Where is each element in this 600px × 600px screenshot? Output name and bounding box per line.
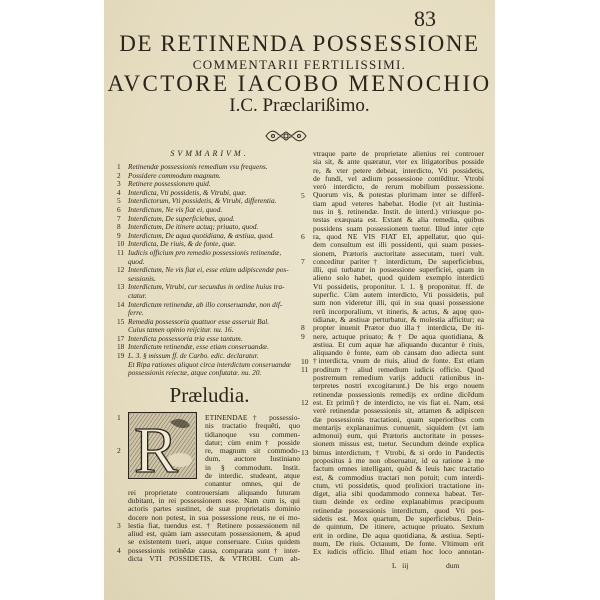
text-line: rei proprietate controuersiam aliquando futuram (128, 488, 300, 497)
text-line: terpretes nostri excogitarunt.) De his ergo nouem (313, 382, 484, 391)
text-line: aliquando è fonte, eam ob causam duo adiecta sunt (313, 349, 484, 358)
author-honorific: I.C. Præclarißimo. (229, 95, 370, 116)
summary-item-text: Interdictum, Vtrubi, cur secundus in ordine huius tra- (128, 282, 285, 292)
text-line: possidens suam possessionem tuetur. Illud inter cęte (313, 224, 484, 233)
text-line: mentarijs explanauimus conuenit, siquidem (vt iam (313, 423, 484, 432)
margin-note-number: 7 (301, 256, 305, 266)
summary-item-number: 6 (117, 204, 121, 214)
summary-item-number: 15 (117, 316, 125, 326)
text-line: erit in ordine, De aqua quotidiana, & æstiua. Septi- (313, 531, 484, 540)
text-line: in § commodum. Instit. (205, 463, 300, 472)
text-line: ra, quod NE VIS FIAT EI, appellatur, quo qui- (313, 232, 484, 241)
summary-item-text: L. 3. § missum ff. de Carbo. edic. declaratur. (128, 351, 259, 361)
summary-item-text: Iudicis officium pro remedio possessionis retinendæ, (128, 247, 282, 257)
text-line: conceditur pariter† interdictum, De superficiebus, (313, 257, 484, 266)
summary-item (117, 301, 303, 318)
summary-item (117, 249, 303, 266)
text-line: sionem, Prætoris auctoritate assecutam, tueri vult. (313, 249, 484, 258)
text-line: retinendæ possessionis interdictum, quod Vti pos- (313, 506, 484, 515)
text-line: docere non potest, in sua possessione reus, ne ei mo- (128, 513, 300, 522)
text-line: vtraque parte de proprietate alienius rei controuer (313, 150, 484, 158)
text-line: est, & commodius tractari non potuit; cum interdi- (313, 473, 484, 482)
section-heading-praeludia: Præludia. (169, 383, 250, 407)
summary-item-text: Interdicta possessoria tria esse tantum. (128, 333, 243, 343)
drop-cap-letter: R (133, 414, 179, 479)
margin-note-number: 4 (117, 545, 121, 555)
text-line: Vti possidetis, proponitur. l. 1. § proponitur. ff. de (313, 282, 484, 291)
summary-item-text: Interdictum retinendæ, ab illo conseruandæ, non dif- (128, 299, 283, 309)
margin-note-number: 10 (301, 356, 309, 366)
text-line: testas exæquata est. Extant & alia remedia, quibus (313, 216, 484, 225)
text-line: de quintum, De itinere, actuque priuato. Sextum (313, 523, 484, 532)
body-text-right-column (313, 150, 484, 557)
summary-item-number: 18 (117, 342, 125, 352)
summary-item (117, 283, 303, 300)
summary-item-text: Interdicta, De riuis, & de fonte, quæ. (128, 239, 236, 249)
margin-note-number: 6 (301, 232, 305, 241)
summary-item (117, 318, 303, 335)
text-line: Quorum vis, & potestas plurimam inter se differē- (313, 191, 484, 200)
text-line: datur; cùm enim† posside (205, 438, 300, 447)
summary-item-text: Interdictum, De superficiebus, quod. (128, 213, 235, 223)
summary-item-number: 3 (117, 179, 121, 189)
text-line: Ex iudicis officio. Illud etiam hoc loco annotan- (313, 548, 484, 557)
text-line: possessionis retinēdæ causa, comparata sunt † inter- (128, 546, 300, 555)
text-line: †interdicta, vnum de riuis, aliud de fonte. Est etiam (313, 357, 484, 366)
summary-item-number: 19 (117, 351, 125, 361)
printer-ornament-icon (264, 129, 308, 143)
summary-item-number: 11 (117, 247, 125, 257)
summary-item (117, 266, 303, 283)
signature-mark: L iij (392, 561, 409, 570)
text-line: ETINENDAE† possessio- (205, 414, 300, 422)
text-line: de interdic. studeant, atque (205, 472, 300, 481)
text-line: sia sit, & ante quæratur, vter ex litigatoribus posside (313, 158, 484, 167)
text-line: ctum, vti possidetis, quod prolixiori tractatione in- (313, 481, 484, 490)
text-line: se existentem tueri, atque conseruare. Cuius quidem (128, 538, 300, 547)
summary-item-continuation: ferre. (128, 308, 144, 318)
text-line: aliud est, quàm iam assecutam possessionem, & apud (128, 530, 300, 539)
text-line: sionem missus est, tuetur. Secundum deinde explica (313, 440, 484, 449)
summary-item-text: Remedia possessoria quattuor esse asseruit Bal. (128, 316, 270, 326)
text-line: diget, alia sibi quodammodo connexa habeat. Ter- (313, 490, 484, 499)
text-line: conantur omnes, qui de (205, 480, 300, 489)
summary-item-number: 14 (117, 299, 125, 309)
summary-list (117, 163, 303, 378)
text-line: dæ possessionis tractationi, quam superioribus com (313, 415, 484, 424)
catchword: dum (446, 561, 460, 570)
summary-item-continuation: sessionis. (128, 273, 156, 283)
text-line: verò interdicto, de rerum mobilium possessione. (313, 183, 484, 192)
text-line: re, & vter petere debeat, interdicto, Vti possidetis, (313, 166, 484, 175)
text-line: de fundi, vel ædium possessione contēditur. Vtrobi (313, 174, 484, 183)
summary-item-number: 17 (117, 333, 125, 343)
text-line: rerū incorporalium, vt itineris, & actus, & aquę quo- (313, 307, 484, 316)
text-line: propter inuenit Prætor duo illa† interdicta, De iti- (313, 324, 484, 333)
text-line: nere, actuque priuato; & † De aqua quotidiana, & (313, 332, 484, 341)
text-line: dem consultum est illi possidenti, qui suam posses- (313, 241, 484, 250)
text-line: tidianæ, & æstiuæ perturbatur, & molestia afficitur; ea (313, 315, 484, 324)
summary-item-continuation: ctatur. (128, 290, 147, 300)
summary-item-number: 9 (117, 230, 121, 240)
summary-item-text: Interdictum, De itinere actuq; priuato, quod. (128, 222, 259, 232)
page-number: 83 (414, 6, 436, 31)
text-line: proditum† aliud remedium iudicis officio. Quod (313, 365, 484, 374)
text-line: dicta VTI POSSIDETIS, & VTROBI. Cum ab- (128, 555, 300, 564)
text-line: retinendæ possessionis remedijs ex ordine dicēdum (313, 390, 484, 399)
text-line: dubitant, in rei possessionem esse. Nam cum is, qui (128, 496, 300, 505)
margin-note-number: 5 (301, 190, 305, 200)
text-line: sidetis est. Mox quartum, De superficiebus. Dein- (313, 515, 484, 524)
margin-note-number: 1 (117, 413, 121, 422)
title-line-2: COMMENTARII FERTILISSIMI. (192, 57, 407, 72)
margin-note-number: 8 (301, 323, 305, 333)
margin-note-number: 9 (301, 331, 305, 341)
summary-item-text: Interdictum, Ne vis fiat ei, esse etiam adipiscendæ pos- (128, 265, 289, 275)
text-line: actoris partes sustinet, de suæ proprietatis dominio (128, 505, 300, 514)
text-line: factum omnes intelligant, quòd & leuis hæc tractatio (313, 465, 484, 474)
summary-item-text: Retinere possessionem quid. (128, 179, 211, 189)
text-line: postremum remedium varijs adducti rationibus in- (313, 374, 484, 383)
body-text-left-column (128, 489, 300, 564)
author-line: AVCTORE IACOBO MENOCHIO (107, 71, 492, 96)
body-text-beside-initial (205, 414, 300, 489)
margin-note-number: 11 (301, 364, 309, 374)
summary-item-text: Interdictorum, Vti possidetis, & Vtrubi, differentia. (128, 196, 277, 206)
summary-item-number: 4 (117, 187, 121, 197)
summary-item-text: Interdictum, Ne vis fiat ei, quod. (128, 204, 223, 214)
text-line: verè retinendæ possessionis sit, attamen & adipiscen (313, 407, 484, 416)
summary-heading: SVMMARIVM. (170, 149, 249, 158)
summary-item-text: Possidere commodum magnum. (128, 170, 221, 180)
text-line: sum non videretur illi, qui in sua quasi possessione (313, 299, 484, 308)
summary-item-number: 7 (117, 213, 121, 223)
margin-note-number: 13 (301, 447, 309, 457)
margin-note-number: 3 (117, 520, 121, 530)
summary-item-text: Retinendæ possessionis remedium vsu frequens. (128, 162, 268, 171)
summary-item-number: 5 (117, 196, 121, 206)
text-line: nis tractatio frequēti, quo (205, 422, 300, 431)
title-line-1: DE RETINENDA POSSESSIONE (119, 31, 480, 56)
summary-item-text: Interdictum retinendæ, esse etiam conseruandæ. (128, 342, 269, 352)
text-line: mum, De riuis. Octauum, De fonte. Vltimum erit (313, 539, 484, 548)
text-line: tium deinde ex ordine explanabimus præcipuum (313, 498, 484, 507)
text-line: admonui) eum, qui Prætoris auctoritate in posses- (313, 432, 484, 441)
summary-item-continuation: Et Ripa rationes aliquot circa interdictum conseruandæ possessionis reiectæ, atque confutatæ. nu. 20. (128, 359, 291, 378)
summary-item-text: Interdicta, Vti possidetis, & Vtrubi, quæ. (128, 187, 247, 197)
summary-item-number: 10 (117, 239, 125, 249)
summary-item-number: 2 (117, 170, 121, 180)
text-line: tiam apud veteres habebat. Hodie (vt ait Iustinia- (313, 199, 484, 208)
summary-item-number: 13 (117, 282, 125, 292)
text-line: bimus interdictum, † Vtrobi, & si ordo in Pandectis (313, 448, 484, 457)
text-line: illi, qui turbatur in possessione superficiei, quam in (313, 266, 484, 275)
summary-item (117, 352, 303, 378)
margin-note-number: 2 (117, 446, 121, 456)
summary-item-number: 12 (117, 265, 125, 275)
summary-item-continuation: Cuius tamen opinio reijcitur. nu. 16. (128, 325, 234, 335)
text-line: superfic. Cùm autem interdicto, Vti possidetis, pul (313, 291, 484, 300)
text-line: re, magnum sit commodo- (205, 447, 300, 456)
text-line: æstiua. Et cum aquæ hæ aliquando ducantur è riuis, (313, 340, 484, 349)
text-line: alieno solo habet, quod quidem exemplo interdicti (313, 274, 484, 283)
text-line: lestia fiat, tuendus est. † Retinere possessionem nil (128, 521, 300, 530)
text-line: propositus à me non obseruatur, id ea ratione à me (313, 456, 484, 465)
summary-item-number: 1 (117, 162, 121, 171)
decorated-initial-letter (128, 412, 197, 479)
text-line: dum, auctore Iustiniano (205, 455, 300, 464)
text-line: tidianoque vsu commen- (205, 430, 300, 439)
text-line: est. Et primū† de interdicto, ne vis fiat ei. Nam, etsi (313, 398, 484, 407)
summary-item-text: Interdictum, De aqua quotidiana, & æstiua, quod. (128, 230, 275, 240)
margin-note-number: 12 (301, 398, 309, 407)
summary-item-continuation: quod. (128, 256, 145, 266)
text-line: nus in §. retinendæ. Instit. de interd.) vtriusque po- (313, 208, 484, 217)
summary-item-number: 8 (117, 222, 121, 232)
